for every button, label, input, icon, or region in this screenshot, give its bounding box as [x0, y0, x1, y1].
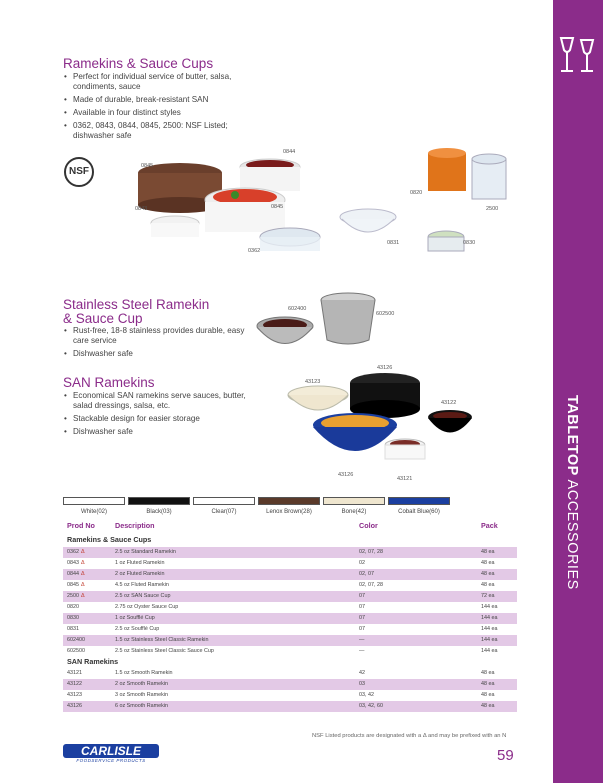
code-label: 602500: [376, 311, 395, 317]
cell-pack: 48 ea: [481, 582, 495, 588]
cell-prod-no: 602400: [67, 637, 85, 643]
page-number: 59: [497, 747, 514, 764]
cell-description: 3 oz Smooth Ramekin: [115, 692, 169, 698]
cell-pack: 48 ea: [481, 549, 495, 555]
code-label: 602400: [288, 306, 307, 312]
small-white-ramekin: [151, 216, 199, 237]
clear-ramekin: [260, 228, 320, 251]
cell-description: 2 oz Smooth Ramekin: [115, 681, 169, 687]
cell-color: 03, 42, 60: [359, 703, 383, 709]
swatch-cobalt-blue: [388, 497, 450, 505]
bullet: • Dishwasher safe: [63, 349, 253, 359]
code-label: 43126: [338, 472, 354, 478]
swatch-bone: [323, 497, 385, 505]
swatch-label: Lenox Brown(28): [266, 509, 312, 515]
cell-description: 6 oz Smooth Ramekin: [115, 703, 169, 709]
cell-color: 07: [359, 593, 365, 599]
stainless-ramekin: [257, 317, 313, 344]
bullet: • Made of durable, break-resistant SAN: [63, 95, 243, 105]
swatch-black: [128, 497, 190, 505]
cell-color: 02: [359, 560, 365, 566]
cell-prod-no: 43126: [67, 703, 82, 709]
swatch-label: Cobalt Blue(60): [398, 509, 440, 515]
cell-color: 03, 42: [359, 692, 374, 698]
cell-color: 07: [359, 626, 365, 632]
cell-pack: 48 ea: [481, 571, 495, 577]
cell-description: 1 oz Soufflé Cup: [115, 615, 155, 621]
souffle-cup-with-dip: [428, 231, 464, 251]
table-row: [63, 547, 517, 558]
cell-prod-no: 602500: [67, 648, 85, 654]
cell-pack: 144 ea: [481, 648, 498, 654]
ramekins-bullets: [63, 72, 243, 144]
table-row: [63, 646, 517, 657]
nsf-footnote: NSF Listed products are designated with a Δ and may be prefixed with an N: [312, 733, 507, 739]
cell-prod-no: 0820: [67, 604, 79, 610]
orange-sauce-cup: [428, 148, 466, 191]
cell-color: —: [359, 637, 365, 643]
table-row: [63, 635, 517, 646]
header-description: Description: [115, 521, 155, 530]
code-label: 0844: [283, 149, 296, 155]
cell-pack: 48 ea: [481, 692, 495, 698]
code-label: 0831: [387, 240, 400, 246]
cell-pack: 48 ea: [481, 681, 495, 687]
table-row: [63, 679, 517, 690]
bone-ramekin: [288, 386, 348, 410]
cell-prod-no: 0843 Δ: [67, 560, 85, 566]
white-small-ramekin: [385, 439, 425, 459]
cell-color: 02, 07, 28: [359, 582, 383, 588]
cell-description: 2.5 oz Soufflé Cup: [115, 626, 160, 632]
table-row: [63, 613, 517, 624]
cell-description: 1.5 oz Stainless Steel Classic Ramekin: [115, 637, 209, 643]
cell-color: 07: [359, 604, 365, 610]
cell-description: 2.5 oz Standard Ramekin: [115, 549, 176, 555]
swatch-lenox-brown: [258, 497, 320, 505]
san-title: SAN Ramekins: [63, 375, 155, 390]
ramekins-title: Ramekins & Sauce Cups: [63, 56, 214, 71]
cell-description: 1.5 oz Smooth Ramekin: [115, 670, 173, 676]
table-row: [63, 558, 517, 569]
cell-pack: 144 ea: [481, 615, 498, 621]
cell-description: 2.5 oz Stainless Steel Classic Sauce Cup: [115, 648, 214, 654]
bullet: • 0362, 0843, 0844, 0845, 2500: NSF Listed; dishwasher safe: [63, 121, 243, 141]
white-ramekin-with-sauce: [240, 159, 300, 191]
stainless-title: Stainless Steel Ramekin & Sauce Cup: [63, 297, 210, 326]
cell-prod-no: 0830: [67, 615, 79, 621]
carlisle-logo: CARLISLE FOODSERVICE PRODUCTS: [63, 744, 159, 764]
cell-description: 2 oz Fluted Ramekin: [115, 571, 165, 577]
section-heading-san: SAN Ramekins: [67, 657, 119, 666]
cell-color: 07: [359, 615, 365, 621]
table-row: [63, 591, 517, 602]
code-label: 43121: [397, 476, 413, 482]
cell-prod-no: 2500 Δ: [67, 593, 85, 599]
table-row: [63, 580, 517, 591]
san-bullets: [63, 391, 253, 440]
black-ramekin: [350, 373, 420, 418]
cell-color: 02, 07, 28: [359, 549, 383, 555]
bullet: • Perfect for individual service of butter, salsa, condiments, sauce: [63, 72, 243, 92]
cell-prod-no: 0845 Δ: [67, 582, 85, 588]
bullet: • Economical SAN ramekins serve sauces, butter, salad dressings, salsa, etc.: [63, 391, 253, 411]
cell-prod-no: 43122: [67, 681, 82, 687]
cell-prod-no: 43121: [67, 670, 82, 676]
side-band: [553, 0, 603, 783]
cell-pack: 48 ea: [481, 670, 495, 676]
cell-prod-no: 0844 Δ: [67, 571, 85, 577]
swatch-label: Clear(07): [211, 509, 237, 515]
bullet: • Available in four distinct styles: [63, 108, 243, 118]
table-row: [63, 668, 517, 679]
header-color: Color: [359, 521, 378, 530]
table-row: [63, 624, 517, 635]
nsf-logo: NSF: [64, 157, 94, 187]
nsf-mark: Δ: [81, 571, 85, 577]
cell-color: —: [359, 648, 365, 654]
table-row: [63, 569, 517, 580]
wine-glasses-icon: [557, 34, 599, 76]
swatch-label: White(02): [80, 509, 107, 515]
cell-pack: 48 ea: [481, 560, 495, 566]
code-label: 43123: [305, 379, 321, 385]
cell-pack: 48 ea: [481, 703, 495, 709]
bullet: • Dishwasher safe: [63, 427, 253, 437]
code-label: 0820: [410, 190, 423, 196]
black-small-ramekin: [428, 410, 472, 433]
stainless-sauce-cup: [321, 293, 375, 344]
cell-description: 4.5 oz Fluted Ramekin: [115, 582, 169, 588]
swatch-white: [63, 497, 125, 505]
cell-description: 2.5 oz SAN Sauce Cup: [115, 593, 171, 599]
bullet: • Stackable design for easier storage: [63, 414, 253, 424]
cell-prod-no: 0362 Δ: [67, 549, 85, 555]
code-label: 43126: [377, 365, 393, 371]
section-title-vertical: TABLETOP ACCESSORIES: [564, 395, 580, 590]
cell-color: 03: [359, 681, 365, 687]
swatch-label: Black(03): [146, 509, 172, 515]
swatch-clear: [193, 497, 255, 505]
cell-prod-no: 43123: [67, 692, 82, 698]
ramekin-products-image: [110, 145, 530, 265]
code-label: 0362: [248, 248, 261, 254]
cell-color: 02, 07: [359, 571, 374, 577]
cell-prod-no: 0831: [67, 626, 79, 632]
stainless-products-image: [255, 290, 385, 370]
cell-pack: 144 ea: [481, 637, 498, 643]
cell-description: 1 oz Fluted Ramekin: [115, 560, 165, 566]
code-label: 0843: [135, 206, 148, 212]
stainless-bullets: [63, 326, 253, 362]
cell-color: 42: [359, 670, 365, 676]
cell-pack: 72 ea: [481, 593, 495, 599]
code-label: 0845: [141, 163, 154, 169]
header-pack: Pack: [481, 521, 498, 530]
cell-description: 2.75 oz Oyster Sauce Cup: [115, 604, 179, 610]
nsf-mark: Δ: [81, 549, 85, 555]
clear-souffle-cup: [340, 209, 396, 232]
nsf-mark: Δ: [81, 593, 85, 599]
bullet: • Rust-free, 18-8 stainless provides durable, easy care service: [63, 326, 253, 346]
section-heading-ramekins: Ramekins & Sauce Cups: [67, 535, 152, 544]
cell-pack: 144 ea: [481, 604, 498, 610]
header-prod-no: Prod No: [67, 521, 95, 530]
clear-sauce-cup: [472, 154, 506, 199]
table-row: [63, 690, 517, 701]
cobalt-ramekin-with-cheese: [313, 413, 397, 451]
nsf-mark: Δ: [81, 560, 85, 566]
table-row: [63, 701, 517, 712]
code-label: 43122: [441, 400, 457, 406]
white-ramekin-with-salsa: [205, 188, 285, 232]
table-row: [63, 602, 517, 613]
code-label: 2500: [486, 206, 499, 212]
code-label: 0830: [463, 240, 476, 246]
nsf-mark: Δ: [81, 582, 85, 588]
swatch-label: Bone(42): [341, 509, 367, 515]
cell-pack: 144 ea: [481, 626, 498, 632]
code-label: 0845: [271, 204, 284, 210]
